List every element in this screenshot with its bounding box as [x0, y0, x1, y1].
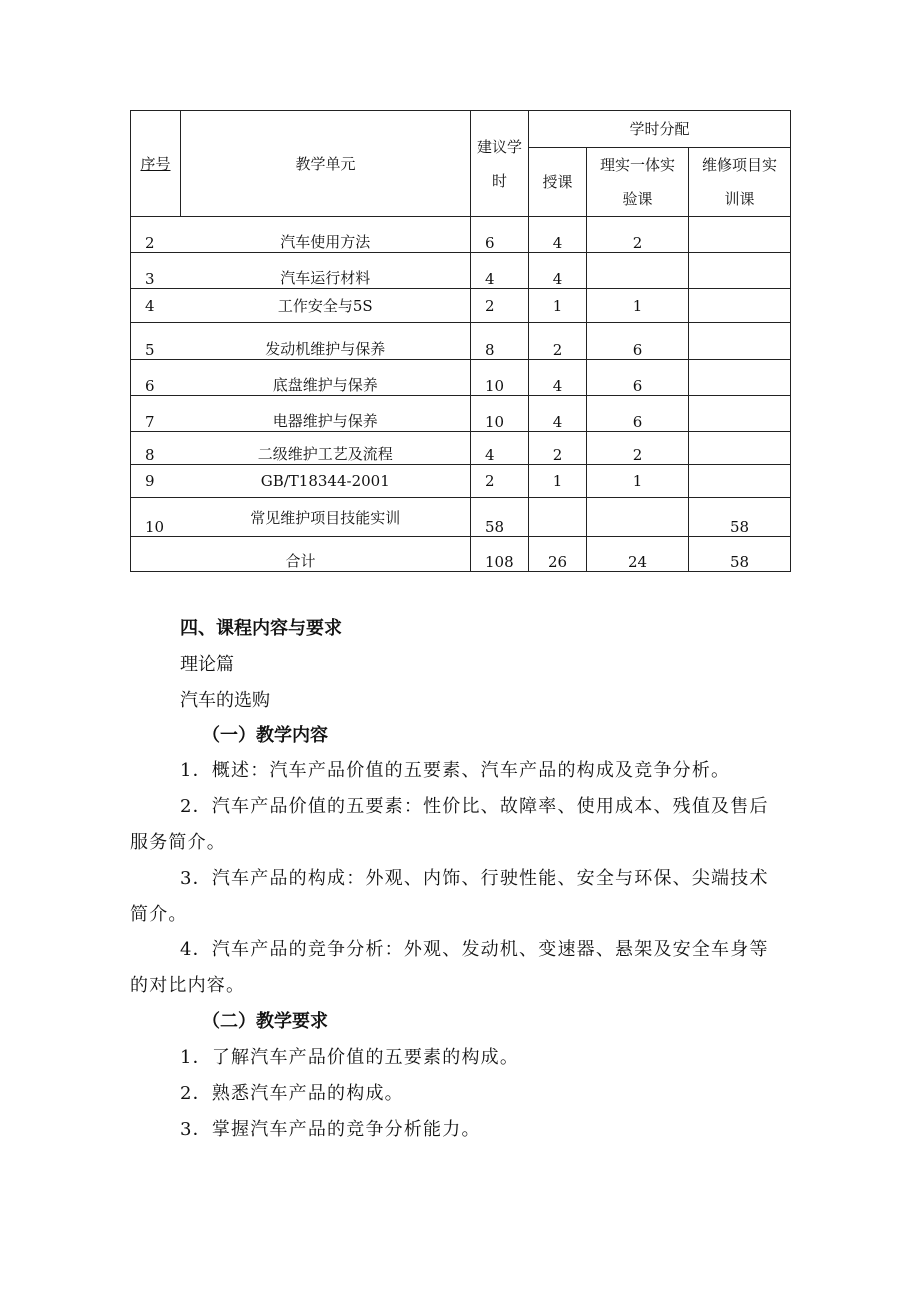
table-row: 7 电器维护与保养 10 4 6 [131, 396, 791, 432]
table-row: 9 GB/T18344-2001 2 1 1 [131, 465, 791, 498]
header-integrated: 理实一体实 验课 [587, 148, 689, 217]
requirement-item-1: 1．了解汽车产品价值的五要素的构成。 [180, 1047, 520, 1068]
content-item-2: 2．汽车产品价值的五要素：性价比、故障率、使用成本、残值及售后 [180, 796, 769, 817]
content-heading: （一）教学内容 [202, 725, 328, 746]
part-label: 理论篇 [180, 654, 234, 675]
table-row: 5 发动机维护与保养 8 2 6 [131, 323, 791, 360]
table-row: 3 汽车运行材料 4 4 [131, 253, 791, 289]
header-lecture: 授课 [529, 148, 587, 217]
header-allocation: 学时分配 [529, 111, 791, 148]
table-row: 10 常见维护项目技能实训 58 58 [131, 498, 791, 537]
header-unit: 教学单元 [181, 111, 471, 217]
requirement-item-3: 3．掌握汽车产品的竞争分析能力。 [180, 1119, 481, 1140]
table-total-row: 合计 108 26 24 58 [131, 537, 791, 572]
table-row: 4 工作安全与5S 2 1 1 [131, 289, 791, 323]
requirement-heading: （二）教学要求 [202, 1011, 328, 1032]
header-repair: 维修项目实 训课 [689, 148, 791, 217]
teaching-units-table [130, 110, 791, 572]
content-item-3: 3．汽车产品的构成：外观、内饰、行驶性能、安全与环保、尖端技术 [180, 868, 769, 889]
section-heading: 四、课程内容与要求 [180, 618, 342, 639]
requirement-item-2: 2．熟悉汽车产品的构成。 [180, 1083, 404, 1104]
table-row: 6 底盘维护与保养 10 4 6 [131, 360, 791, 396]
content-item-3-cont: 简介。 [130, 904, 188, 925]
content-item-4: 4．汽车产品的竞争分析：外观、发动机、变速器、悬架及安全车身等 [180, 939, 769, 960]
header-hours: 建议学 时 [471, 111, 529, 217]
header-seq: 序号 [131, 111, 181, 217]
content-item-2-cont: 服务简介。 [130, 832, 226, 853]
topic-label: 汽车的选购 [180, 690, 270, 711]
table-row: 2 汽车使用方法 6 4 2 [131, 217, 791, 253]
table-row: 8 二级维护工艺及流程 4 2 2 [131, 432, 791, 465]
content-item-4-cont: 的对比内容。 [130, 975, 246, 996]
content-item-1: 1．概述：汽车产品价值的五要素、汽车产品的构成及竞争分析。 [180, 760, 731, 781]
